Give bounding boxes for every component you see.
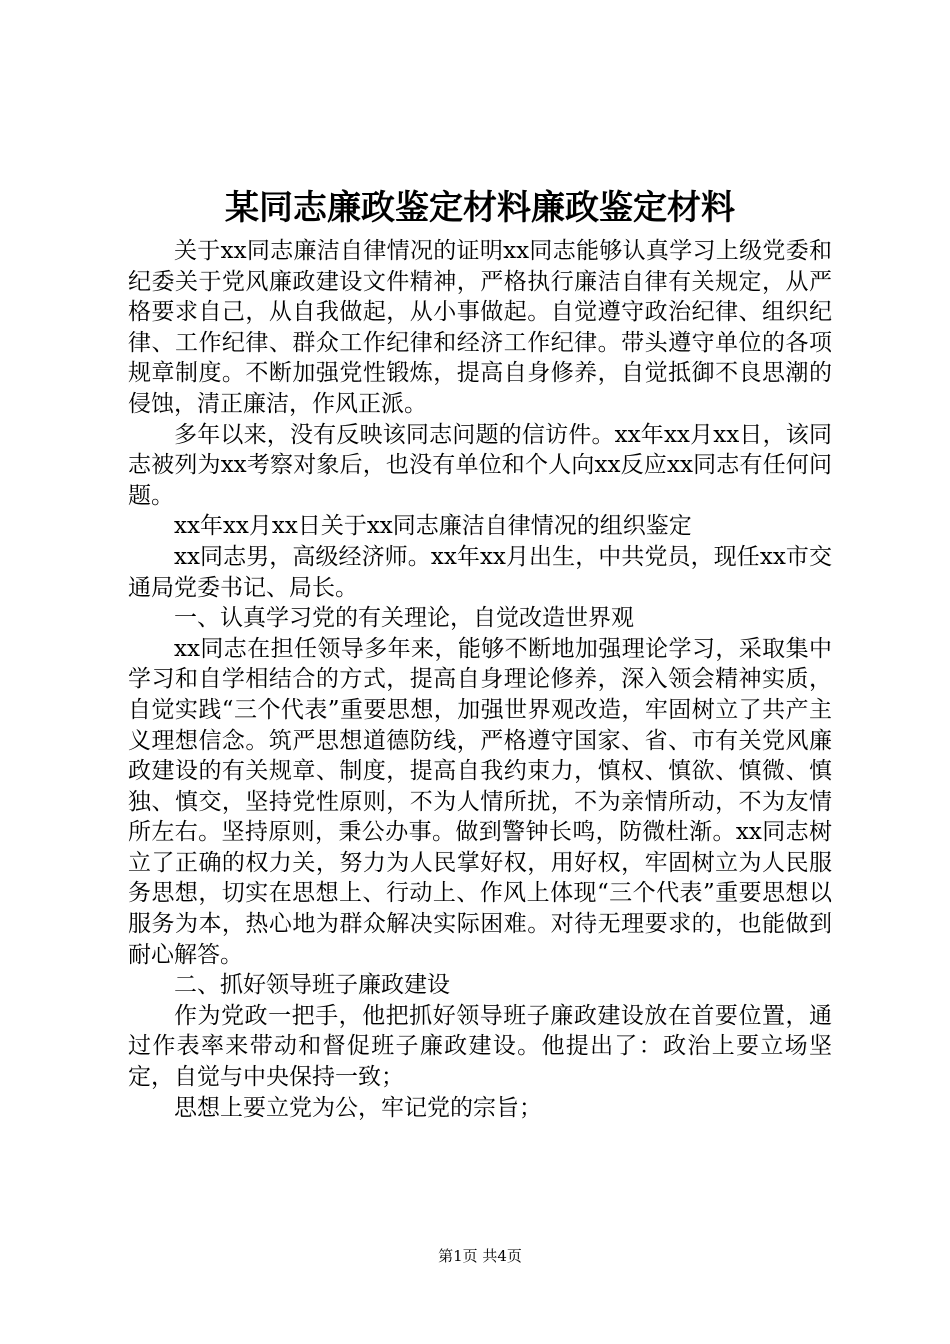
section-heading: 一、认真学习党的有关理论，自觉改造世界观 bbox=[174, 605, 634, 632]
document-page bbox=[128, 0, 832, 1344]
paragraph: xx同志在担任领导多年来，能够不断地加强理论学习，采取集中学习和自学相结合的方式，提高自身理论修养，深入领会精神实质，自觉实践“三个代表”重要思想，加强世界观改造，牢固树立了共产主义理想信念。筑严思想道德防线，严格遵守国家、省、市有关党风廉政建设的有关规章、制度，提高自我约束力，慎权、慎欲、慎微、慎独、慎交，坚持党性原则，不为人情所扰，不为亲情所动，不为友情所左右。坚持原则，秉公办事。做到警钟长鸣，防微杜渐。xx同志树立了正确的权力关，努力为人民掌好权，用好权，牢固树立为人民服务思想，切实在思想上、行动上、作风上体现“三个代表”重要思想以服务为本，热心地为群众解决实际困难。对待无理要求的，也能做到耐心解答。 bbox=[128, 635, 832, 968]
paragraph: 关于xx同志廉洁自律情况的证明xx同志能够认真学习上级党委和纪委关于党风廉政建设文件精神，严格执行廉洁自律有关规定，从严格要求自己，从自我做起，从小事做起。自觉遵守政治纪律、组织纪律、工作纪律、群众工作纪律和经济工作纪律。带头遵守单位的各项规章制度。不断加强党性锻炼，提高自身修养，自觉抵御不良思潮的侵蚀，清正廉洁，作风正派。 bbox=[128, 238, 832, 417]
document-body bbox=[128, 236, 832, 1123]
paragraph: xx同志男，高级经济师。xx年xx月出生，中共党员，现任xx市交通局党委书记、局长。 bbox=[128, 543, 832, 601]
paragraph: 作为党政一把手，他把抓好领导班子廉政建设放在首要位置，通过作表率来带动和督促班子廉政建设。他提出了：政治上要立场坚定，自觉与中央保持一致； bbox=[128, 1002, 832, 1091]
document-title: 某同志廉政鉴定材料廉政鉴定材料 bbox=[225, 188, 735, 228]
paragraph: 多年以来，没有反映该同志问题的信访件。xx年xx月xx日，该同志被列为xx考察对象后，也没有单位和个人向xx反应xx同志有任何问题。 bbox=[128, 421, 832, 509]
section-heading: 二、抓好领导班子廉政建设 bbox=[174, 972, 450, 999]
paragraph: xx年xx月xx日关于xx同志廉洁自律情况的组织鉴定 bbox=[174, 513, 692, 540]
page-number: 第1页 共4页 bbox=[438, 1247, 522, 1265]
paragraph: 思想上要立党为公，牢记党的宗旨； bbox=[174, 1094, 542, 1121]
